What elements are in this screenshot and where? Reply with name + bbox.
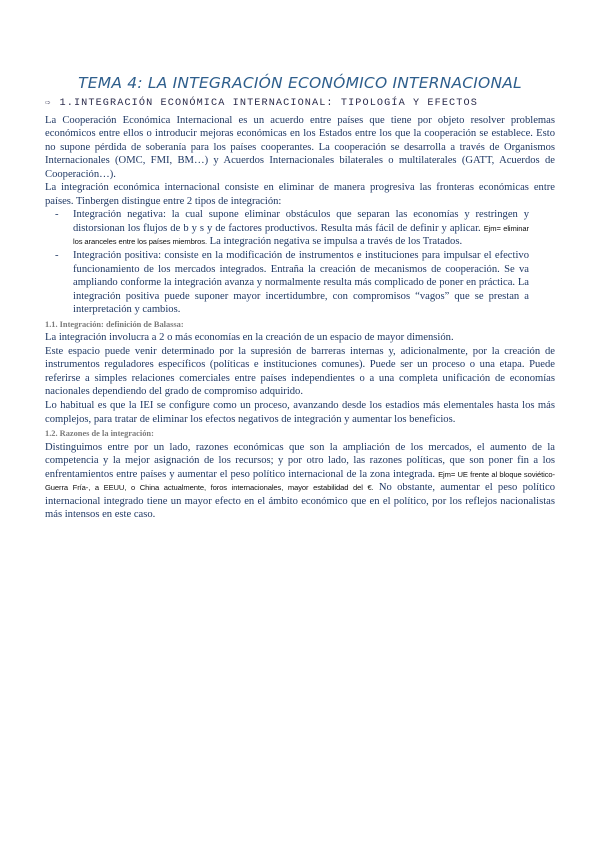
intro-paragraph-1: La Cooperación Económica Internacional es un acuerdo entre países que tiene por objeto resolver problemas económicos entre ellos o introducir mejoras económicas en los Estados entre los que la cooperación se establece. Esto no supone pérdida de soberanía para los países cooperantes. La cooperación se desarrolla a través de Organismos Internacionales (OMC, FMI, BM…) y Acuerdos Internacionales bilaterales o multilaterales (GATT, Acuerdos de Cooperación…). xyxy=(45,114,555,180)
list-item-negative-integration xyxy=(45,208,555,249)
document-body xyxy=(45,97,555,522)
example-note: Ejm= eliminar los aranceles entre los países miembros. xyxy=(73,223,529,247)
section-heading-1-text: 1.INTEGRACIÓN ECONÓMICA INTERNACIONAL: TIPOLOGÍA Y EFECTOS xyxy=(59,98,478,109)
balassa-paragraph-1: La integración involucra a 2 o más economías en la creación de un espacio de mayor dimensión. xyxy=(45,332,454,344)
reasons-text: Distinguimos entre por un lado, razones económicas que son la ampliación de los mercados, el aumento de la competencia y la mejor asignación de los recursos; y por otro lado, las razones políticas, que son poner fin a los enfrentamientos entre países y aumentar el peso político internacional de la zona integrada. xyxy=(45,441,555,480)
list-dash: - xyxy=(55,250,59,262)
list-item-positive-integration xyxy=(45,249,555,317)
arrow-right-icon: ⇨ xyxy=(45,98,52,108)
balassa-paragraph-3: Lo habitual es que la IEI se configure como un proceso, avanzando desde los estadios más elementales hasta los más complejos, para tratar de eliminar los efectos negativos de integración y aumentar los beneficios. xyxy=(45,400,555,425)
page-title: TEMA 4: LA INTEGRACIÓN ECONÓMICO INTERNACIONAL xyxy=(78,74,522,92)
reasons-paragraph xyxy=(45,441,555,522)
subsection-heading-1-1: 1.1. Integración: definición de Balassa: xyxy=(45,319,184,329)
list-item-text-cont: La integración negativa se impulsa a través de los Tratados. xyxy=(209,236,463,248)
reasons-text-cont: No obstante, aumentar el peso político internacional integrado tiene un mayor efecto en el ámbito económico que en el político, por los reflejos nacionalistas más intensos en este caso. xyxy=(45,482,555,521)
list-dash: - xyxy=(55,209,59,221)
example-note: Ejm= UE frente al bloque soviético-Guerra Fría-, a EEUU, o China actualmente, foros internacionales, mayor estabilidad del €. xyxy=(45,469,555,493)
subsection-heading-1-2: 1.2. Razones de la integración: xyxy=(45,429,154,439)
integration-types-list xyxy=(45,208,555,316)
section-heading-1 xyxy=(45,97,555,111)
intro-paragraph-2: La integración económica internacional consiste en eliminar de manera progresiva las fronteras económicas entre países. Tinbergen distingue entre 2 tipos de integración: xyxy=(45,182,555,207)
list-item-text: Integración positiva: consiste en la modificación de instrumentos e instituciones para impulsar el efectivo funcionamiento de los mercados integrados. Entraña la creación de mecanismos de cooperación. Se va ampliando conforme la integración avanza y normalmente resulta más complicado de poner en práctica. La integración positiva puede suponer mayor incertidumbre, con compromisos “vagos” que se prestan a interpretación y cambios. xyxy=(73,250,529,316)
list-item-text: Integración negativa: la cual supone eliminar obstáculos que separan las economías y restringen y distorsionan los flujos de b y s y de factores productivos. Resulta más fácil de definir y aplicar. xyxy=(73,209,529,234)
balassa-paragraph-2: Este espacio puede venir determinado por la supresión de barreras internas y, adicionalmente, por la creación de instrumentos reguladores específicos (políticas e instituciones comunes). Puede ser un proceso o una etapa. Puede referirse a simples relaciones comerciales entre países independientes o a una completa unificación de economías nacionales dependiendo del grado de compromiso adquirido. xyxy=(45,345,555,398)
